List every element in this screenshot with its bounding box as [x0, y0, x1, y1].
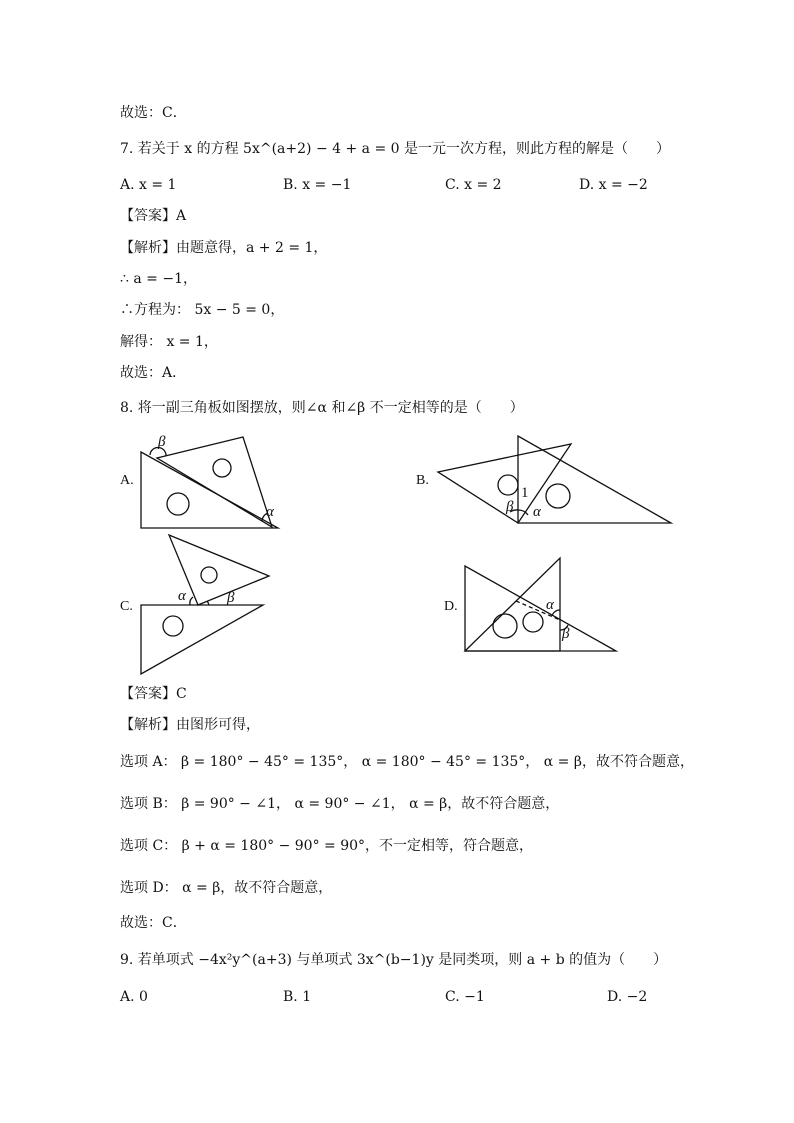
q8-analysis-1: 【解析】由图形可得，: [120, 717, 260, 733]
figure-d-alpha: α: [546, 597, 554, 613]
q7-option-d: D. x = −2: [579, 177, 648, 193]
q7-analysis-2: ∴ a = −1，: [120, 271, 197, 287]
q8-analysis-2: 选项 A： β = 180° − 45° = 135°， α = 180° − 45° = 135°， α = β，故不符合题意，: [120, 754, 694, 770]
q7-option-b: B. x = −1: [283, 177, 352, 193]
question-9: 9. 若单项式 −4x²y^(a+3) 与单项式 3x^(b−1)y 是同类项，则 a + b 的值为（ ）: [120, 952, 668, 968]
figure-d-label: D.: [444, 599, 458, 614]
figure-a-alpha: α: [266, 504, 274, 520]
prev-answer-line: 故选：C．: [120, 105, 187, 121]
q8-answer: 【答案】C: [120, 686, 187, 702]
q9-option-c: C. −1: [445, 989, 485, 1005]
figure-d-hole-1: [493, 614, 517, 638]
q7-option-a: A. x = 1: [120, 177, 177, 193]
figure-c-label: C.: [120, 599, 133, 614]
q9-option-b: B. 1: [283, 989, 312, 1005]
q7-option-c: C. x = 2: [445, 177, 502, 193]
q8-analysis-4: 选项 C： β + α = 180° − 90° = 90°，不一定相等，符合题意，: [120, 838, 534, 854]
q9-option-a: A. 0: [120, 989, 148, 1005]
figure-b-beta: β: [506, 499, 514, 515]
figure-c-alpha: α: [178, 588, 186, 604]
figure-b-label: B.: [416, 473, 429, 488]
figure-d-triangle-1: [465, 566, 616, 651]
figure-a-label: A.: [120, 473, 134, 488]
q8-analysis-6: 故选：C．: [120, 915, 187, 931]
figure-d-beta: β: [562, 626, 570, 642]
figure-b-one: 1: [521, 485, 529, 501]
q8-analysis-3: 选项 B： β = 90° − ∠1， α = 90° − ∠1， α = β，故不符合题意，: [120, 796, 560, 812]
question-7: 7. 若关于 x 的方程 5x^(a+2) − 4 + a = 0 是一元一次方程，则此方程的解是（ ）: [120, 141, 670, 157]
figure-b-alpha: α: [533, 504, 541, 520]
q7-answer: 【答案】A: [120, 208, 187, 224]
figure-d-hole-2: [523, 612, 543, 632]
q7-analysis-5: 故选：A．: [120, 365, 187, 381]
q7-analysis-1: 【解析】由题意得，a + 2 = 1，: [120, 240, 328, 256]
figure-c-beta: β: [227, 590, 235, 606]
q8-analysis-5: 选项 D： α = β，故不符合题意，: [120, 880, 333, 896]
q7-analysis-3: ∴方程为： 5x − 5 = 0，: [120, 302, 285, 318]
question-8: 8. 将一副三角板如图摆放，则∠α 和∠β 不一定相等的是（ ）: [120, 400, 524, 416]
figure-a-beta: β: [158, 434, 166, 450]
q7-analysis-4: 解得： x = 1，: [120, 334, 218, 350]
q9-option-d: D. −2: [607, 989, 648, 1005]
